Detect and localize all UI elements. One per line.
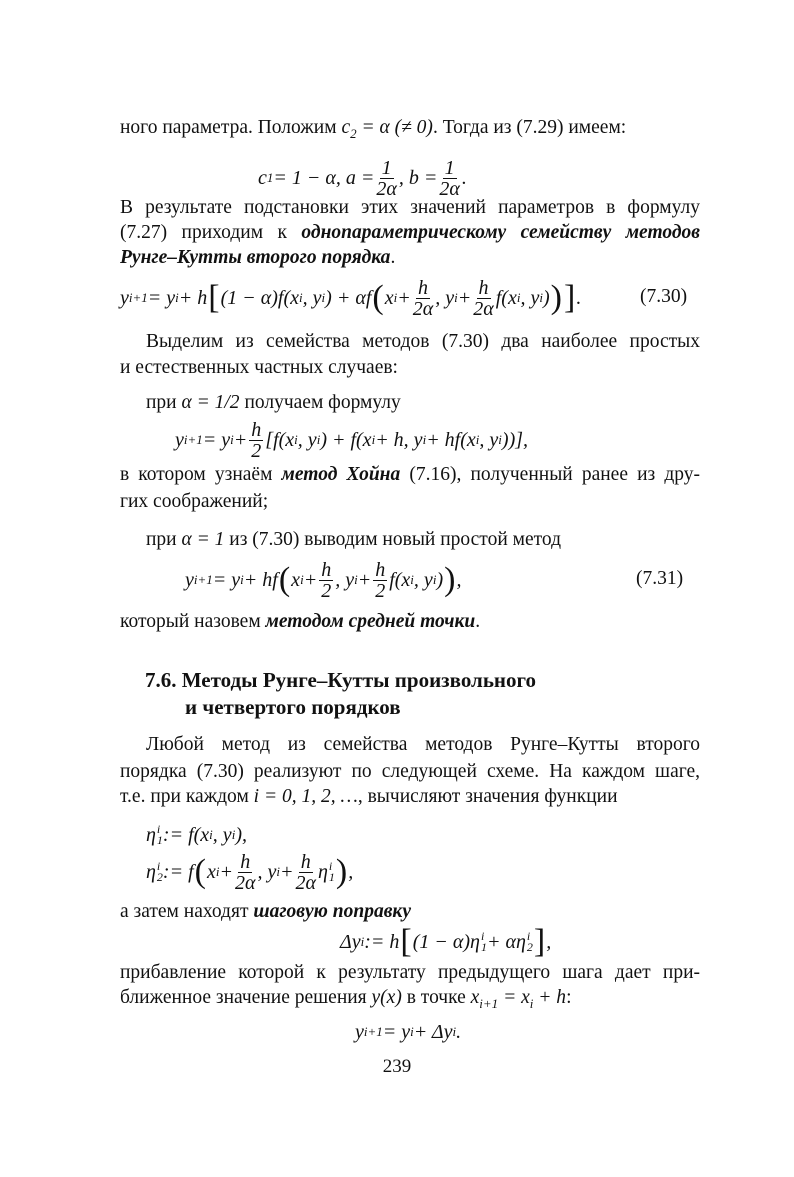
large-bracket: ) — [550, 279, 562, 316]
formula-heun: y i+1 = y i + $\frac{h}{2}$ [f(x i , y i ) + f(x i + h, y i + hf(x i , y i ))], — [175, 418, 529, 462]
text-line: порядка (7.30) реализуют по следующей схеме. На каждом шаге, — [120, 761, 700, 782]
numerator: h — [417, 276, 428, 299]
inline-math: $c_2 = \alpha$ (≠ 0) — [341, 117, 433, 141]
section-heading: и четвертого порядков — [185, 695, 401, 719]
large-bracket: ( — [278, 561, 291, 598]
subscript: i — [410, 572, 414, 587]
text-line: Любой метод из семейства методов Рунге–Кутты второго — [146, 734, 700, 755]
text-line: гих соображений; — [120, 491, 269, 512]
subscript: i+1 — [479, 995, 499, 1011]
subscript: i — [393, 290, 398, 305]
large-bracket: ) — [444, 561, 456, 598]
large-bracket: ) — [335, 853, 348, 890]
subscript: i — [354, 572, 358, 587]
numerator: 1 — [444, 156, 455, 179]
denominator: 2α — [376, 177, 397, 200]
text-line: т.е. при каждом i = 0, 1, 2, …, вычисляют значения функции — [120, 786, 618, 807]
subscript: i — [422, 432, 427, 447]
subscript: i — [360, 934, 365, 949]
formula-next-value: y i+1 = y i + Δy i . — [355, 1020, 462, 1043]
fraction — [439, 158, 460, 199]
fraction — [376, 158, 397, 199]
inline-math: i = 0, 1, 2, … — [253, 786, 358, 807]
numerator: h — [240, 850, 251, 873]
numerator: h — [251, 418, 262, 441]
inline-math: α = 1 — [181, 529, 225, 550]
subscript: 1 — [266, 170, 274, 185]
subscript: i — [475, 432, 480, 447]
subscript: i — [215, 864, 220, 879]
subscript: i — [516, 290, 521, 305]
emphasized-term: однопараметрическому семейству методов — [301, 222, 700, 243]
subscript: i — [529, 995, 534, 1011]
emphasized-term: шаговую поправку — [253, 901, 411, 922]
sup-sub: i 2 — [526, 929, 533, 954]
subscript: i — [454, 290, 458, 305]
inline-math: $x_{i+1} = x_i + h$ — [470, 987, 567, 1011]
inline-math: α = 1/2 — [181, 392, 240, 413]
large-bracket: ] — [563, 279, 576, 316]
sup-sub: i 1 — [156, 822, 163, 847]
subscript: i — [299, 290, 303, 305]
subscript: i — [209, 827, 213, 842]
formula-eta2: η i 2 := f ( x i + $\frac{h}{2\alpha}$ , y i + $\frac{h}{2\alpha}$ η i 1 ) , — [146, 850, 354, 894]
text-line: ближенное значение решения y(x) в точке $x_{i+1} = x_i + h$: — [120, 987, 572, 1011]
text-line: Рунге–Кутты второго порядка. — [120, 247, 396, 268]
formula-coefficients: c 1 = 1 − α, a = $\frac{1}{2\alpha}$ , b = $\frac{1}{2\alpha}$ . — [258, 156, 467, 200]
emphasized-term: Рунге–Кутты второго порядка — [120, 247, 391, 268]
numerator: h — [300, 850, 311, 873]
formula-eta1: η i 1 := f(x i , y i ), — [146, 822, 247, 847]
subscript: i — [231, 827, 236, 842]
denominator: 2α — [234, 871, 256, 894]
large-bracket: [ — [208, 279, 220, 316]
denominator: 2α — [439, 177, 460, 200]
sup-sub: i 1 — [480, 929, 487, 954]
denominator: 2α — [473, 297, 494, 320]
fraction — [235, 852, 256, 893]
text-line: при α = 1/2 получаем формулу — [146, 392, 401, 413]
subscript: i+1 — [193, 572, 213, 587]
subscript: i — [175, 290, 179, 305]
subscript: i+1 — [363, 1024, 383, 1039]
subscript: i — [276, 864, 280, 879]
fraction — [296, 852, 317, 893]
denominator: 2 — [375, 579, 386, 602]
subscript: i+1 — [128, 290, 148, 305]
text-line: Выделим из семейства методов (7.30) два наиболее простых — [146, 331, 700, 352]
subscript: i — [452, 1024, 457, 1039]
numerator: 1 — [381, 156, 392, 179]
page-number: 239 — [382, 1056, 412, 1077]
subscript: i — [230, 432, 234, 447]
text-line: и естественных частных случаев: — [120, 357, 398, 378]
large-bracket: ( — [372, 279, 384, 316]
text-line: в котором узнаём метод Хойна (7.16), полученный ранее из дру- — [120, 464, 701, 485]
large-bracket: ( — [194, 853, 206, 890]
large-bracket: [ — [400, 923, 412, 960]
subscript: i — [432, 572, 437, 587]
denominator: 2 — [251, 439, 262, 462]
text-line: В результате подстановки этих значений параметров в формулу — [120, 197, 700, 218]
equation-number: (7.31) — [636, 568, 684, 589]
emphasized-term: метод Хойна — [281, 464, 401, 485]
subscript: i — [321, 290, 326, 305]
numerator: h — [321, 558, 332, 581]
fraction — [373, 560, 387, 601]
text-line: прибавление которой к результату предыдущего шага дает при- — [120, 962, 700, 983]
inline-math: y(x) — [371, 987, 402, 1008]
numerator: h — [375, 558, 386, 581]
fraction — [413, 278, 434, 319]
subscript: i — [316, 432, 321, 447]
text-line: а затем находят шаговую поправку — [120, 901, 411, 922]
numerator: h — [478, 276, 489, 299]
denominator: 2 — [321, 579, 332, 602]
text-line: ного параметра. Положим $c_2 = \alpha$ (≠ 0). Тогда из (7.29) имеем: — [120, 117, 627, 141]
subscript: i+1 — [183, 432, 203, 447]
fraction — [249, 420, 263, 461]
denominator: 2α — [295, 871, 316, 894]
formula-step-correction: Δy i := h [ (1 − α)η i 1 + αη i 2 ] , — [340, 923, 552, 960]
emphasized-term: методом средней точки — [265, 611, 476, 632]
sup-sub: i 1 — [328, 859, 335, 884]
subscript: 2 — [350, 125, 357, 141]
text-line: (7.27) приходим к однопараметрическому семейству методов — [120, 222, 700, 243]
subscript: i — [294, 432, 298, 447]
equation-number: (7.30) — [640, 286, 688, 307]
section-heading: 7.6. Методы Рунге–Кутты произвольного — [145, 668, 537, 692]
text-line: который назовем методом средней точки. — [120, 611, 481, 632]
text-line: при α = 1 из (7.30) выводим новый простой метод — [146, 529, 562, 550]
subscript: i — [300, 572, 304, 587]
large-bracket: ] — [533, 923, 546, 960]
denominator: 2α — [412, 297, 434, 320]
formula-7-30: y i+1 = y i + h [ (1 − α)f(x i , y i ) + αf ( x i + $\frac{h}{2\alpha}$ , y i + $\frac{h}{2\alpha}$ f(x i , y i ) ) ] . — [120, 276, 582, 320]
subscript: i — [539, 290, 543, 305]
subscript: i — [371, 432, 376, 447]
fraction — [473, 278, 494, 319]
sup-sub: i 2 — [156, 859, 163, 884]
subscript: i — [240, 572, 244, 587]
formula-7-31: y i+1 = y i + hf ( x i + $\frac{h}{2}$ , y i + $\frac{h}{2}$ f(x i , y i ) ) , — [185, 558, 462, 602]
subscript: i — [498, 432, 502, 447]
subscript: i — [410, 1024, 414, 1039]
fraction — [319, 560, 333, 601]
